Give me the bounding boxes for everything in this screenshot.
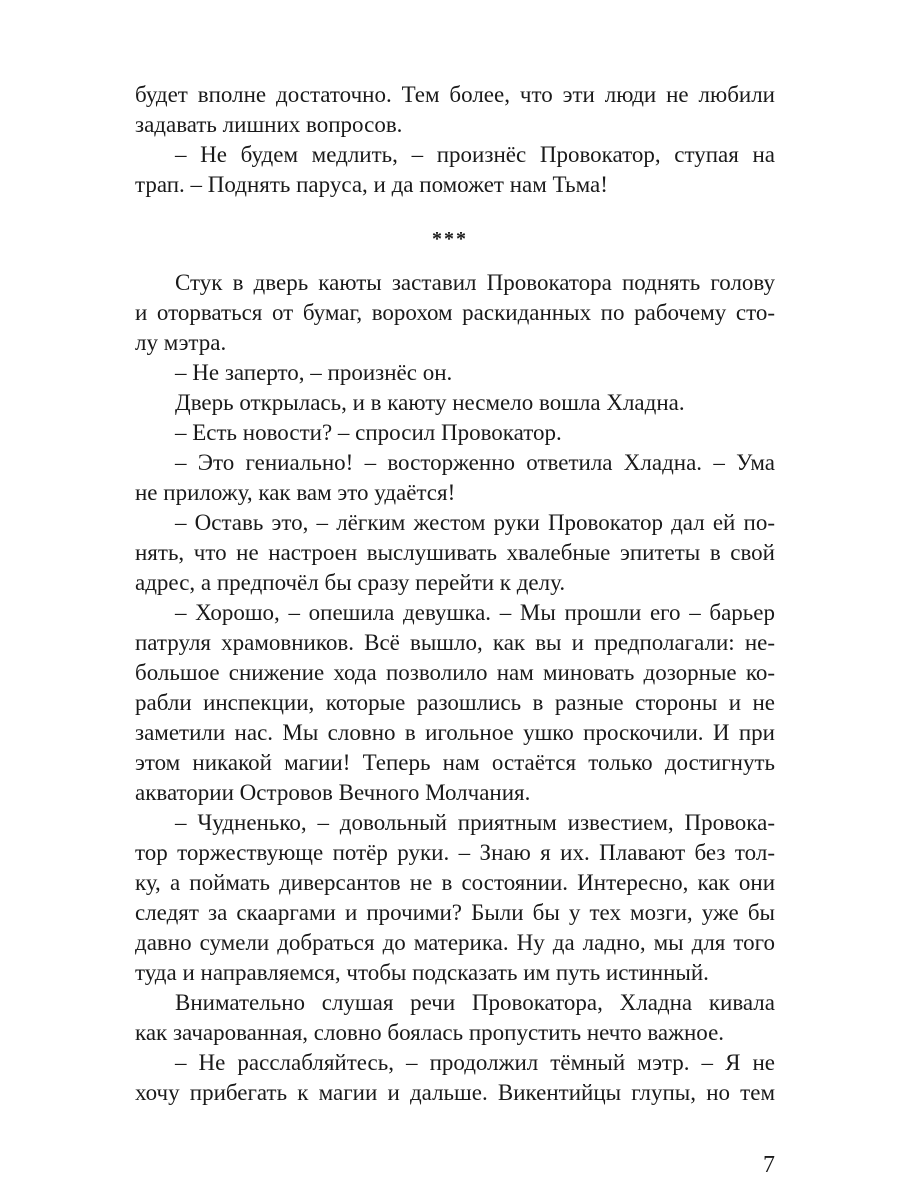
- text-line: этом никакой магии! Теперь нам остаётся только достигнуть: [135, 750, 775, 775]
- text-line: Внимательно слушая речи Провокатора, Хладна кивала: [175, 990, 775, 1015]
- text-line: нять, что не настроен выслушивать хвалебные эпитеты в свой: [135, 540, 775, 565]
- text-line: лу мэтра.: [135, 330, 227, 355]
- text-line: следят за скааргами и прочими? Были бы у тех мозги, уже бы: [135, 900, 775, 925]
- text-line: и оторваться от бумаг, ворохом раскиданных по рабочему сто-: [135, 300, 775, 325]
- text-line: – Хорошо, – опешила девушка. – Мы прошли его – барьер: [175, 600, 775, 625]
- text-line: не приложу, как вам это удаётся!: [135, 480, 456, 505]
- text-line: будет вполне достаточно. Тем более, что эти люди не любили: [135, 82, 775, 107]
- text-line: трап. – Поднять паруса, и да поможет нам Тьма!: [135, 172, 608, 197]
- text-line: Стук в дверь каюты заставил Провокатора поднять голову: [175, 270, 775, 295]
- text-line: ку, а поймать диверсантов не в состоянии. Интересно, как они: [135, 870, 775, 895]
- text-line: задавать лишних вопросов.: [135, 112, 403, 137]
- text-line: большое снижение хода позволило нам миновать дозорные ко-: [135, 660, 775, 685]
- text-line: заметили нас. Мы словно в игольное ушко проскочили. И при: [135, 720, 775, 745]
- text-line: Дверь открылась, и в каюту несмело вошла Хладна.: [175, 390, 685, 415]
- text-line: как зачарованная, словно боялась пропустить нечто важное.: [135, 1020, 725, 1045]
- text-line: хочу прибегать к магии и дальше. Викентийцы глупы, но тем: [135, 1080, 775, 1105]
- text-line: – Не расслабляйтесь, – продолжил тёмный мэтр. – Я не: [175, 1050, 775, 1075]
- text-line: – Не заперто, – произнёс он.: [175, 360, 453, 385]
- text-line: – Это гениально! – восторженно ответила Хладна. – Ума: [175, 450, 775, 475]
- page-number: 7: [763, 1152, 775, 1178]
- text-line: тор торжествующе потёр руки. – Знаю я их. Плавают без тол-: [135, 840, 775, 865]
- text-line: давно сумели добраться до материка. Ну да ладно, мы для того: [135, 930, 775, 955]
- text-line: акватории Островов Вечного Молчания.: [135, 780, 531, 805]
- text-line: – Оставь это, – лёгким жестом руки Провокатор дал ей по-: [175, 510, 775, 535]
- text-line: – Не будем медлить, – произнёс Провокатор, ступая на: [175, 142, 775, 167]
- text-line: туда и направляемся, чтобы подсказать им путь истинный.: [135, 960, 709, 985]
- text-line: рабли инспекции, которые разошлись в разные стороны и не: [135, 690, 775, 715]
- text-line: патруля храмовников. Всё вышло, как вы и предполагали: не-: [135, 630, 775, 655]
- text-line: – Есть новости? – спросил Провокатор.: [175, 420, 562, 445]
- text-line: адрес, а предпочёл бы сразу перейти к делу.: [135, 570, 566, 595]
- text-line: – Чудненько, – довольный приятным известием, Провока-: [175, 810, 775, 835]
- section-separator: ***: [432, 228, 468, 250]
